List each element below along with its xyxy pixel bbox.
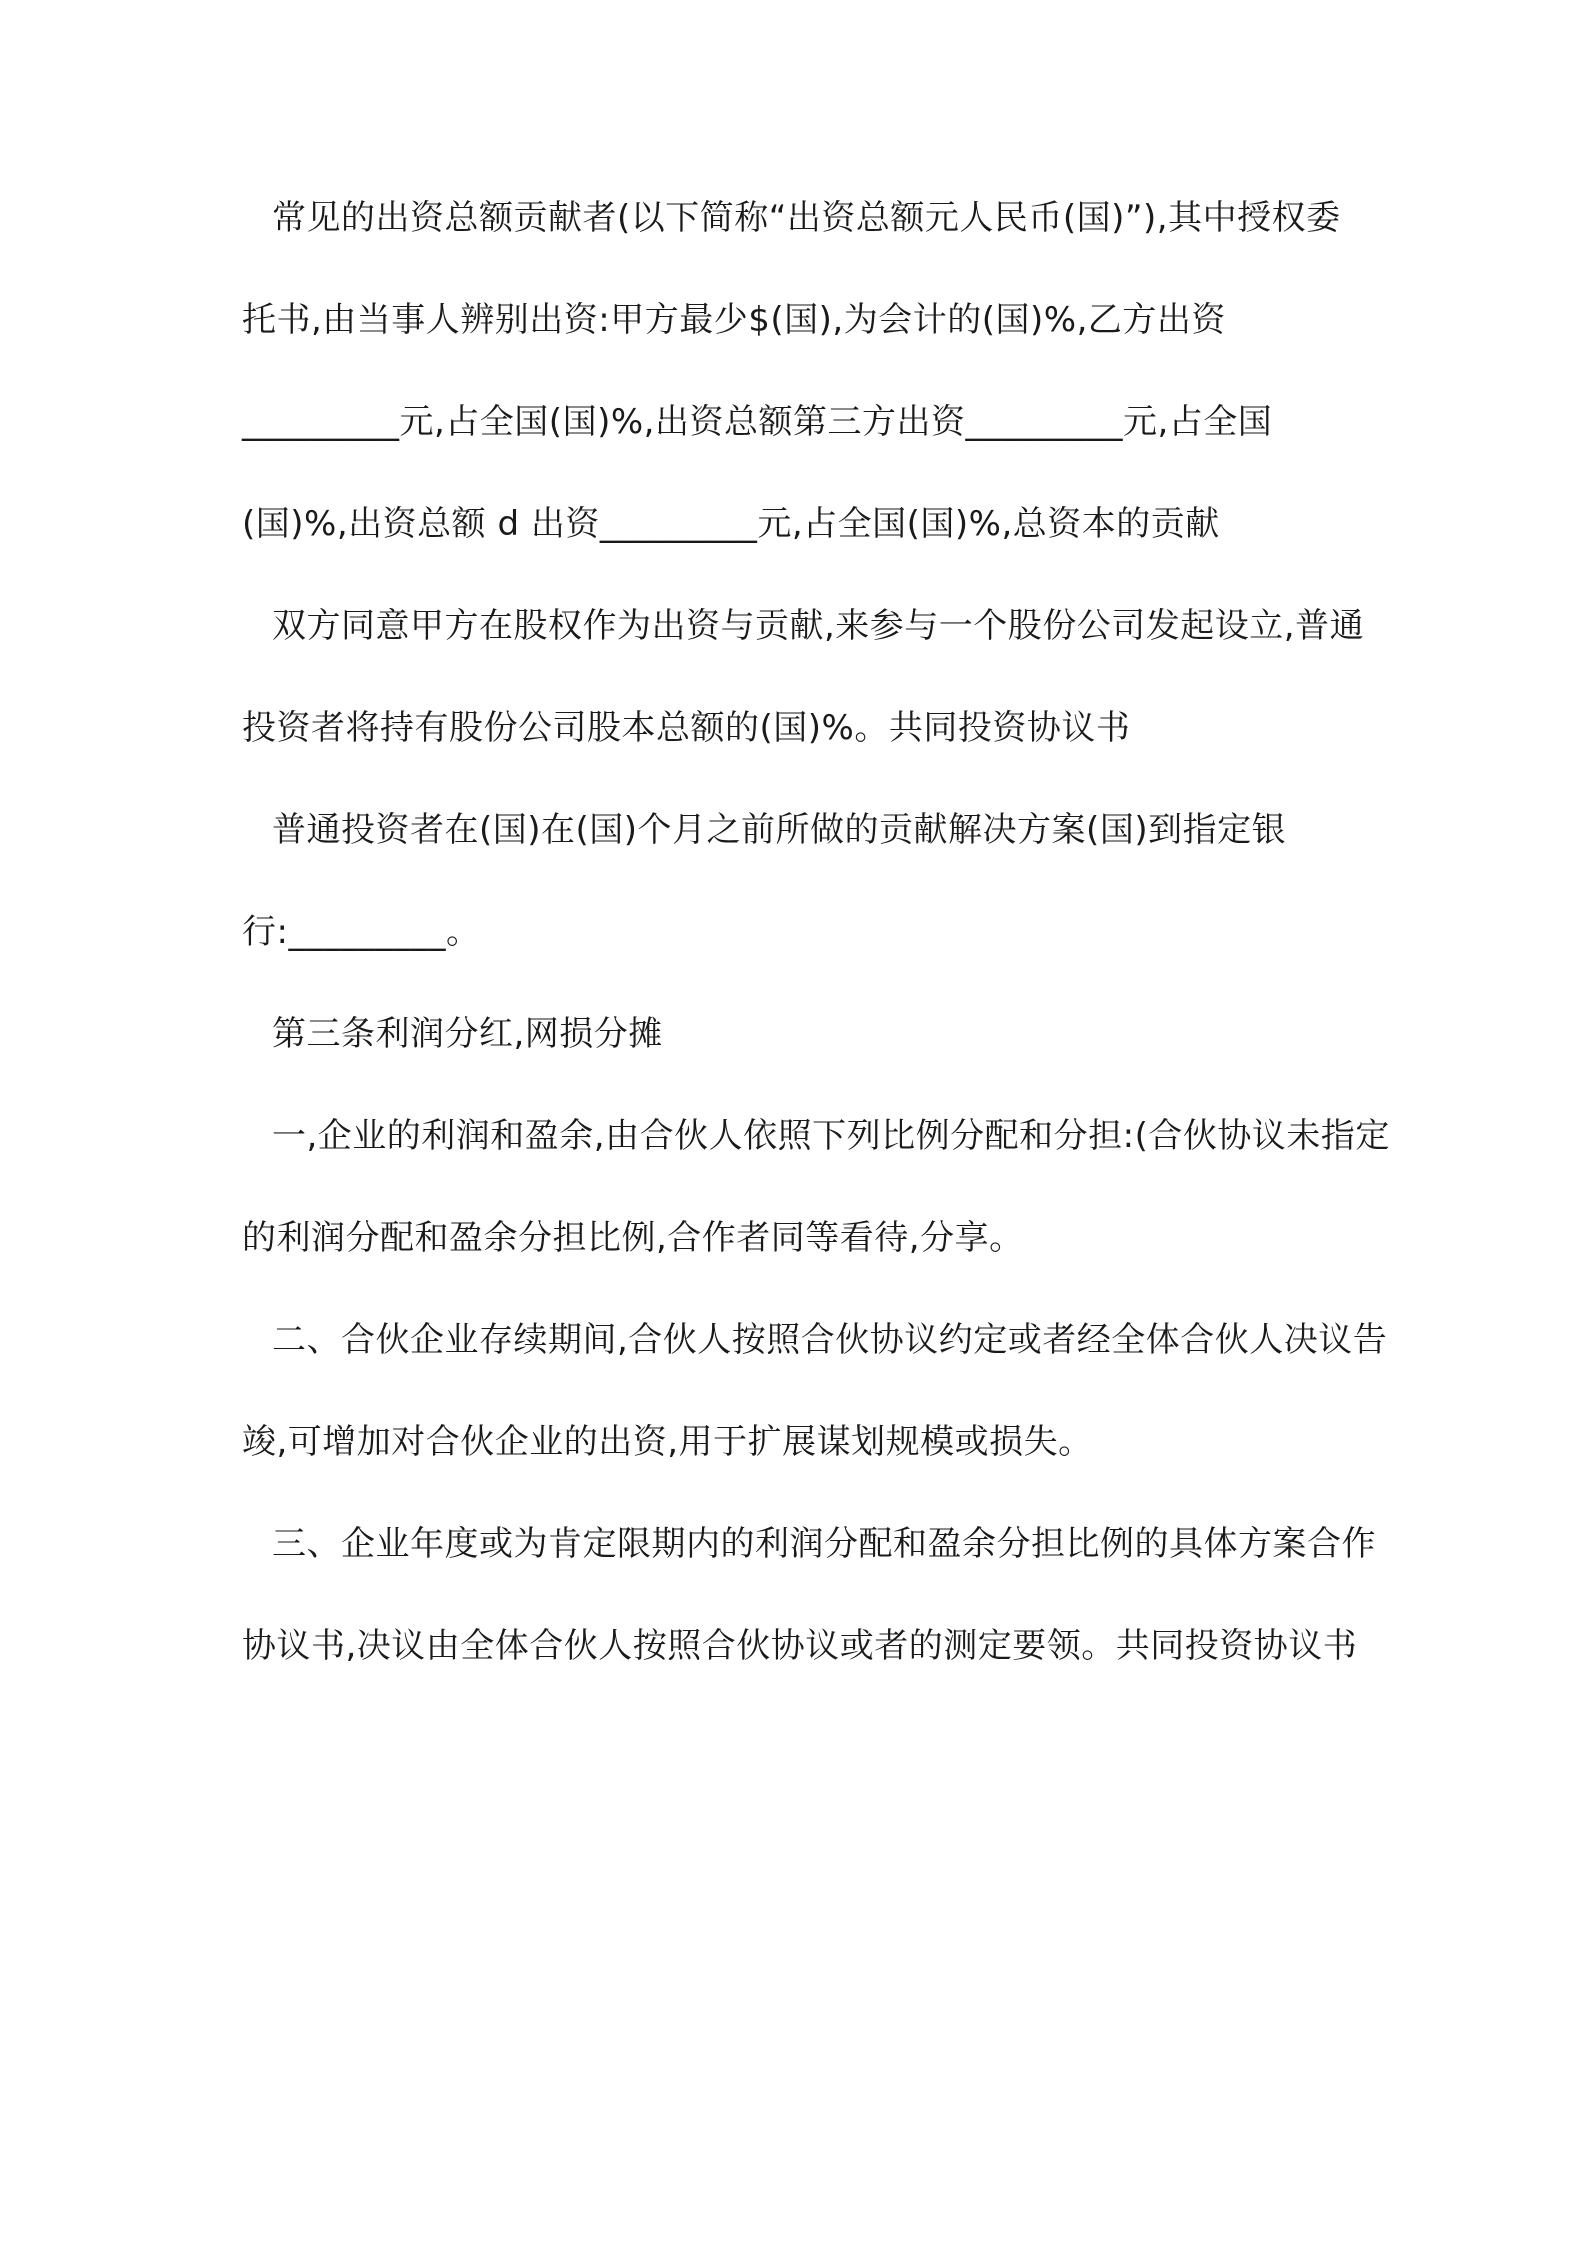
section-heading: 第三条利润分红,网损分摊 [272,1014,663,1054]
paragraph-equity-agreement [242,598,1365,756]
paragraph-line: 投资者将持有股份公司股本总额的(国)%。共同投资协议书 [242,708,1131,748]
paragraph-line: 二、合伙企业存续期间,合伙人按照合伙协议约定或者经全体合伙人决议告 [272,1320,1388,1360]
paragraph-line: 竣,可增加对合伙企业的出资,用于扩展谋划规模或损失。 [242,1422,1093,1462]
paragraph-line: 双方同意甲方在股权作为出资与贡献,来参与一个股份公司发起设立,普通 [272,606,1365,646]
paragraph-line: 协议书,决议由全体合伙人按照合伙协议或者的测定要领。共同投资协议书 [242,1626,1358,1666]
paragraph-line: 常见的出资总额贡献者(以下简称“出资总额元人民币(国)”),其中授权委 [272,198,1341,238]
paragraph-line: (国)%,出资总额 d 出资_________元,占全国(国)%,总资本的贡献 [242,504,1220,544]
paragraph-line: 普通投资者在(国)在(国)个月之前所做的贡献解决方案(国)到指定银 [272,810,1287,850]
paragraph-clause-one [242,1108,1390,1266]
paragraph-line: _________元,占全国(国)%,出资总额第三方出资_________元,占全国 [242,402,1273,442]
paragraph-line: 托书,由当事人辨别出资:甲方最少$(国),为会计的(国)%,乙方出资 [242,300,1226,340]
paragraph-line: 一,企业的利润和盈余,由合伙人依照下列比例分配和分担:(合伙协议未指定 [272,1116,1390,1156]
paragraph-line: 的利润分配和盈余分担比例,合作者同等看待,分享。 [242,1218,1024,1258]
paragraph-capital-contribution [242,190,1362,552]
paragraph-line: 三、企业年度或为肯定限期内的利润分配和盈余分担比例的具体方案合作 [272,1524,1376,1564]
article-heading [242,1006,1362,1062]
paragraph-clause-three [242,1516,1376,1674]
document-body [242,190,1390,1720]
paragraph-designated-bank [242,802,1362,960]
paragraph-clause-two [242,1312,1388,1470]
paragraph-line: 行:_________。 [242,912,481,952]
